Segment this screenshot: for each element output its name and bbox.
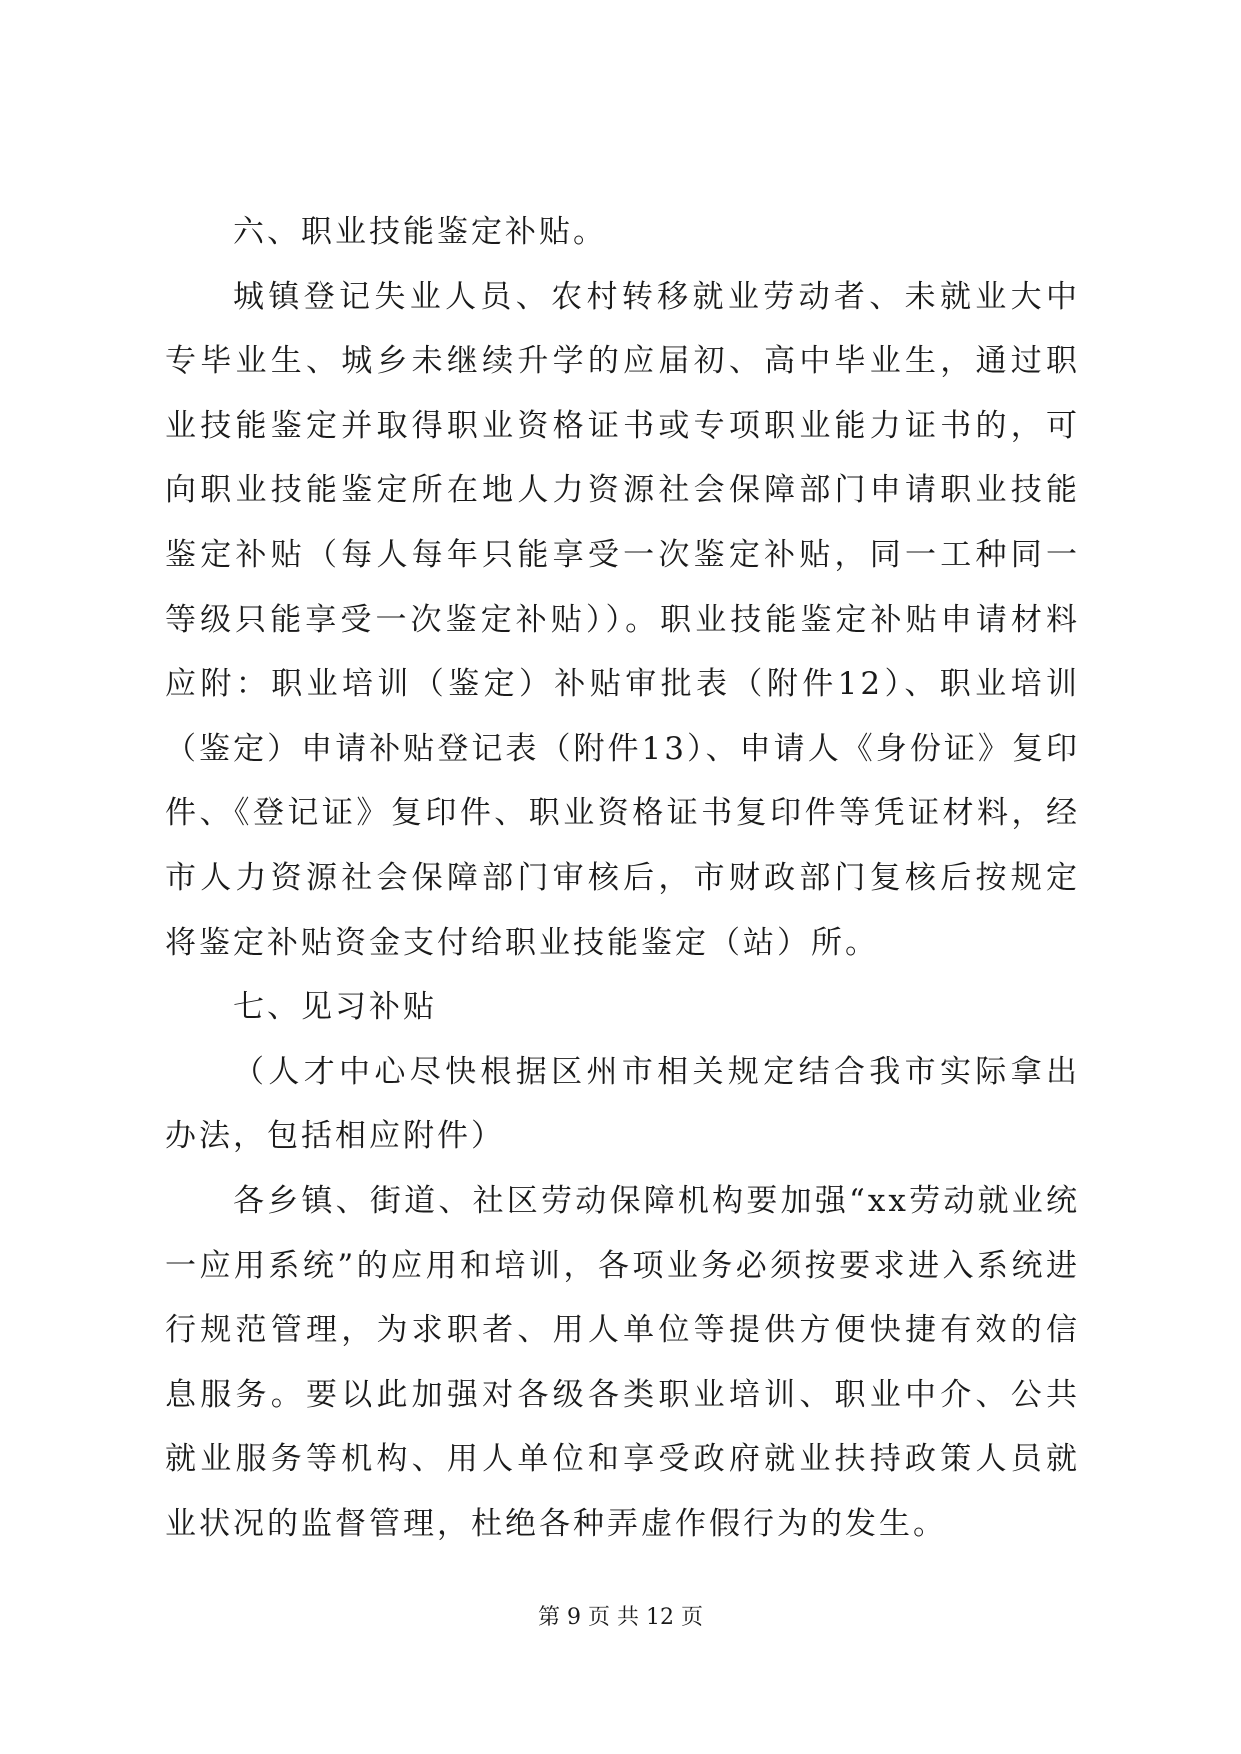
section-heading-6: 六、职业技能鉴定补贴。 bbox=[233, 214, 607, 250]
section-heading-7: 七、见习补贴 bbox=[233, 989, 437, 1026]
page-footer: 第 9 页 共 12 页 bbox=[538, 1605, 703, 1630]
document-body bbox=[165, 200, 1080, 1556]
paragraph-internship-note: （人才中心尽快根据区州市相关规定结合我市实际拿出办法，包括相应附件） bbox=[165, 1053, 1080, 1155]
paragraph-skill-appraisal-subsidy: 城镇登记失业人员、农村转移就业劳动者、未就业大中专毕业生、城乡未继续升学的应届初、高中毕业生，通过职业技能鉴定并取得职业资格证书或专项职业能力证书的，可向职业技能鉴定所在地人力资源社会保障部门申请职业技能鉴定补贴（每人每年只能享受一次鉴定补贴，同一工种同一等级只能享受一次鉴定补贴））。职业技能鉴定补贴申请材料应附：职业培训（鉴定）补贴审批表（附件12）、职业培训（鉴定）申请补贴登记表（附件13）、申请人《身份证》复印件、《登记证》复印件、职业资格证书复印件等凭证材料，经市人力资源社会保障部门审核后，市财政部门复核后按规定将鉴定补贴资金支付给职业技能鉴定（站）所。 bbox=[165, 278, 1080, 961]
paragraph-system-management: 各乡镇、街道、社区劳动保障机构要加强“xx劳动就业统一应用系统”的应用和培训，各项业务必须按要求进入系统进行规范管理，为求职者、用人单位等提供方便快捷有效的信息服务。要以此加强对各级各类职业培训、职业中介、公共就业服务等机构、用人单位和享受政府就业扶持政策人员就业状况的监督管理，杜绝各种弄虚作假行为的发生。 bbox=[165, 1182, 1080, 1542]
